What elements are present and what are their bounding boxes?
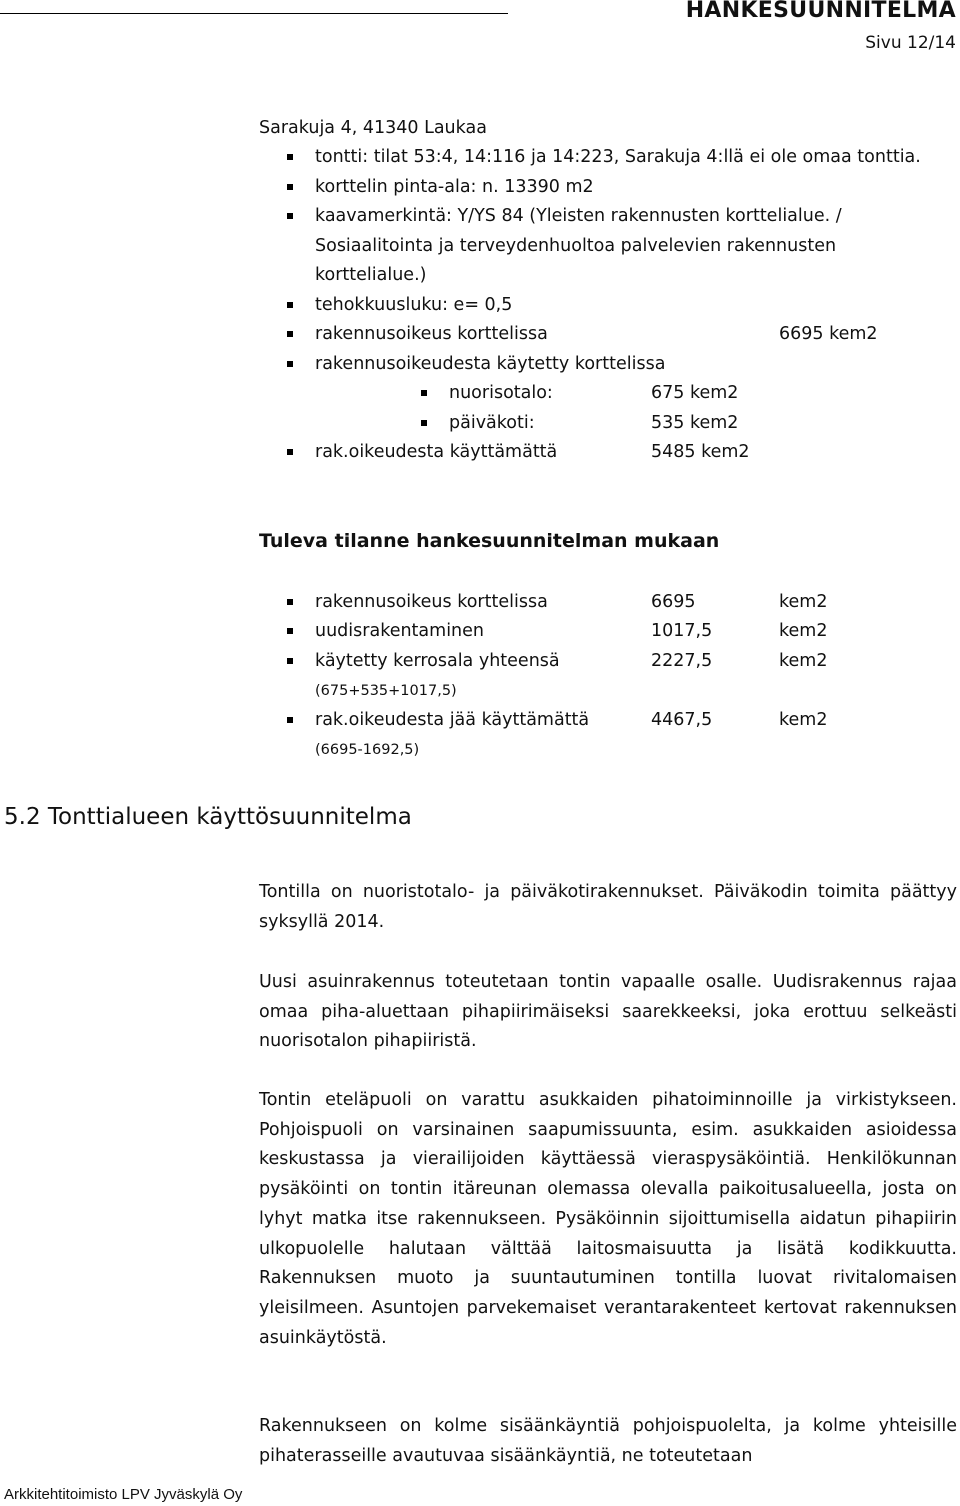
document-title: HANKESUUNNITELMA	[685, 0, 956, 23]
bullet-icon	[421, 390, 427, 396]
paragraph: Uusi asuinrakennus toteutetaan tontin vapaalle osalle. Uudisrakennus rajaa omaa piha-aluettaan pihapiirimäiseksi saarekkeeksi, joka erottuu selkeästi nuorisotalon pihapiiristä.	[259, 972, 957, 1052]
future-heading: Tuleva tilanne hankesuunnitelman mukaan	[259, 530, 720, 552]
bullet-icon	[287, 717, 293, 723]
youth-house-label: nuorisotalo:	[449, 383, 553, 403]
daycare-value: 535 kem2	[651, 413, 739, 433]
bullet-icon	[287, 361, 293, 367]
bullet-icon	[421, 420, 427, 426]
site-item-area: korttelin pinta-ala: n. 13390 m2	[315, 177, 594, 197]
bullet-icon	[287, 213, 293, 219]
bullet-icon	[287, 331, 293, 337]
site-item-zoning: kaavamerkintä: Y/YS 84 (Yleisten rakennusten korttelialue. /	[315, 206, 842, 226]
future-row-label: rak.oikeudesta jää käyttämättä	[315, 710, 590, 730]
future-row-label: käytetty kerrosala yhteensä	[315, 651, 560, 671]
paragraph: Tontin eteläpuoli on varattu asukkaiden pihatoiminnoille ja virkistykseen. Pohjoispuoli on varsinainen saapumissuunta, esim. asukkaiden asioidessa keskustassa ja vierailijoiden käyttäessä vieraspysäköintiä. Henkilökunnan pysäköinti on tontin itäreunan olemassa olevalla paikoitusalueella, josta on lyhyt matka itse rakennukseen. Pysäköinnin sijoittumisella aidatun pihapiirin ulkopuolelle halutaan välttää laitosmaisuutta ja lisätä kodikkuutta. Rakennuksen muoto ja suuntautuminen tontilla luovat rivitalomaisen yleisilmeen. Asuntojen parvekemaiset verantarakenteet kertovat rakennuksen asuinkäytöstä.	[259, 1090, 957, 1348]
site-item-zoning-cont: Sosiaalitointa ja terveydenhuoltoa palvelevien rakennusten	[315, 236, 837, 256]
bullet-icon	[287, 449, 293, 455]
site-item-zoning-cont2: korttelialue.)	[315, 265, 427, 285]
bullet-icon	[287, 154, 293, 160]
bullet-icon	[287, 184, 293, 190]
future-row-value: 1017,5	[651, 621, 713, 641]
site-item-plot: tontti: tilat 53:4, 14:116 ja 14:223, Sarakuja 4:llä ei ole omaa tonttia.	[315, 147, 921, 167]
future-row-unit: kem2	[779, 621, 828, 641]
footer-company: Arkkitehtitoimisto LPV Jyväskylä Oy	[4, 1486, 243, 1503]
building-rights-label: rakennusoikeus korttelissa	[315, 324, 548, 344]
daycare-label: päiväkoti:	[449, 413, 535, 433]
unused-rights-label: rak.oikeudesta käyttämättä	[315, 442, 558, 462]
future-row-unit: kem2	[779, 651, 828, 671]
future-row-label: rakennusoikeus korttelissa	[315, 592, 548, 612]
future-row-value: 2227,5	[651, 651, 713, 671]
paragraph: Rakennukseen on kolme sisäänkäyntiä pohjoispuolelta, ja kolme yhteisille pihaterasseille avautuvaa sisäänkäyntiä, ne toteutetaan	[259, 1416, 957, 1466]
future-row-value: 4467,5	[651, 710, 713, 730]
future-row-unit: kem2	[779, 710, 828, 730]
site-address: Sarakuja 4, 41340 Laukaa	[259, 118, 487, 138]
future-row-label: uudisrakentaminen	[315, 621, 485, 641]
section-heading: 5.2 Tonttialueen käyttösuunnitelma	[4, 804, 412, 830]
bullet-icon	[287, 628, 293, 634]
bullet-icon	[287, 302, 293, 308]
future-note-diff: (6695-1692,5)	[315, 742, 420, 758]
future-row-value: 6695	[651, 592, 696, 612]
header-rule	[0, 13, 508, 14]
page-number: Sivu 12/14	[865, 33, 956, 53]
unused-rights-value: 5485 kem2	[651, 442, 750, 462]
site-item-efficiency: tehokkuusluku: e= 0,5	[315, 295, 513, 315]
used-rights-label: rakennusoikeudesta käytetty korttelissa	[315, 354, 666, 374]
paragraph: Tontilla on nuoristotalo- ja päiväkotirakennukset. Päiväkodin toimita päättyy syksyllä 2014.	[259, 882, 957, 932]
youth-house-value: 675 kem2	[651, 383, 739, 403]
bullet-icon	[287, 599, 293, 605]
bullet-icon	[287, 658, 293, 664]
building-rights-value: 6695 kem2	[779, 324, 878, 344]
future-row-unit: kem2	[779, 592, 828, 612]
future-note-sum: (675+535+1017,5)	[315, 683, 457, 699]
